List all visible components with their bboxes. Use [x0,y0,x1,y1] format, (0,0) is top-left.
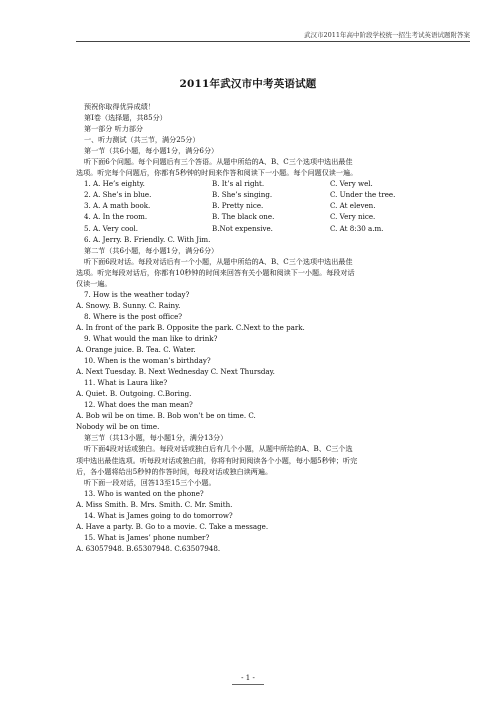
option-b: B. She’s singing. [212,190,273,200]
text-line: 第Ⅰ卷（选择题，共85分） [84,113,167,123]
header-rule [76,41,470,42]
question-stem: 13. Who is wanted on the phone? [84,488,204,498]
option-b: B.Not expensive. [212,223,273,233]
question-stem: 14. What is James going to do tomorrow? [84,510,233,520]
question-options: Nobody wil be on time. [76,422,160,432]
text-line: 听下面一段对话，回答13至15三个小题。 [84,477,216,487]
option-a: 4. A. In the room. [84,212,148,222]
option-a: 1. A. He’s eighty. [84,179,145,189]
question-options: A. Orange juice. B. Tea. C. Water. [76,345,196,355]
text-line: 听下面6个问题。每个问题后有三个答语。从题中所给的A、B、C三个选项中选出最佳 [84,157,353,167]
question-options: A. In front of the park B. Opposite the park. C.Next to the park. [76,322,305,332]
question-stem: 10. When is the woman’s birthday? [84,356,211,366]
option-c: C. At eleven. [330,201,376,211]
option-b: B. Pretty nice. [212,201,264,211]
page-number: - 1 - [241,674,255,682]
question-stem: 15. What is James’ phone number? [84,532,210,542]
question-stem: 7. How is the weather today? [84,289,190,299]
option-a: 2. A. She’s in blue. [84,190,152,200]
question-options: A. Next Tuesday. B. Next Wednesday C. Next Thursday. [76,367,275,377]
question-options: A. Have a party. B. Go to a movie. C. Take a message. [76,521,269,531]
question-row [76,189,470,200]
text-line: 一、听力测试（共三节，满分25分） [84,135,200,145]
option-c: C. At 8:30 a.m. [330,223,384,233]
question-options: A. 63057948. B.65307948. C.63507948. [76,543,221,553]
running-header: 武汉市2011年高中阶段学校统一招生考试英语试题附答案 [303,31,470,39]
option-c: C. Under the tree. [330,190,396,200]
option-c: C. Very wel. [330,179,373,189]
question-row [76,200,470,211]
question-row [76,211,470,222]
text-line: 选项。听完每段对话后，你都有10秒钟的时间来回答有关小题和阅读下一小题。每段对话 [76,267,355,277]
question-options: A. Quiet. B. Outgoing. C.Boring. [76,389,192,399]
section-heading: 第二节（共6小题，每小题1分，满分6分） [84,245,219,255]
text-line: 第一节（共6小题，每小题1分，满分6分） [84,146,219,156]
text-line: 听下面6段对话。每段对话后有一个小题，从题中所给的A、B、C三个选项中选出最佳 [84,256,353,266]
option-a: 3. A. A math book. [84,201,151,211]
document-body [76,101,470,554]
footer-rule [232,684,264,685]
question-row [76,178,470,189]
option-c: C. Very nice. [330,212,376,222]
text-line: 项中选出最佳选项。听每段对话或独白前，你将有时间阅读各个小题，每小题5秒钟；听完 [76,455,358,465]
question-stem: 8. Where is the post office? [84,311,183,321]
option-b: B. The black one. [212,212,275,222]
text-line: 选项。听完每个问题后，你都有5秒钟的时间来作答和阅读下一小题。每个问题仅读一遍。 [76,168,358,178]
question-options: A. Miss Smith. B. Mrs. Smith. C. Mr. Smith. [76,499,233,509]
question-stem: 12. What does the man mean? [84,400,193,410]
question-options: A. Bob wil be on time. B. Bob won’t be on time. C. [76,411,256,421]
text-line: 第一部分 听力部分 [84,124,144,134]
question-stem: 11. What is Laura like? [84,378,168,388]
section-heading: 第三节（共13小题，每小题1分，满分13分） [84,433,228,443]
text-line: 预祝你取得优异成绩！ [84,102,155,111]
text-line: 仅读一遍。 [76,278,112,288]
option-a: 5. A. Very cool. [84,223,139,233]
question-options: A. Snowy. B. Sunny. C. Rainy. [76,300,181,310]
question-stem: 9. What would the man like to drink? [84,333,218,343]
text-line: 听下面4段对话或独白。每段对话或独白后有几个小题，从题中所给的A、B、C三个选 [84,444,353,454]
page-title: 2011年武汉市中考英语试题 [179,78,317,90]
option-b: B. It’s al right. [212,179,265,189]
text-line: 后，各小题将给出5秒钟的作答时间，每段对话或独白读两遍。 [76,466,273,476]
question-row [76,223,470,234]
question-row: 6. A. Jerry. B. Friendly. C. With Jim. [84,234,211,244]
